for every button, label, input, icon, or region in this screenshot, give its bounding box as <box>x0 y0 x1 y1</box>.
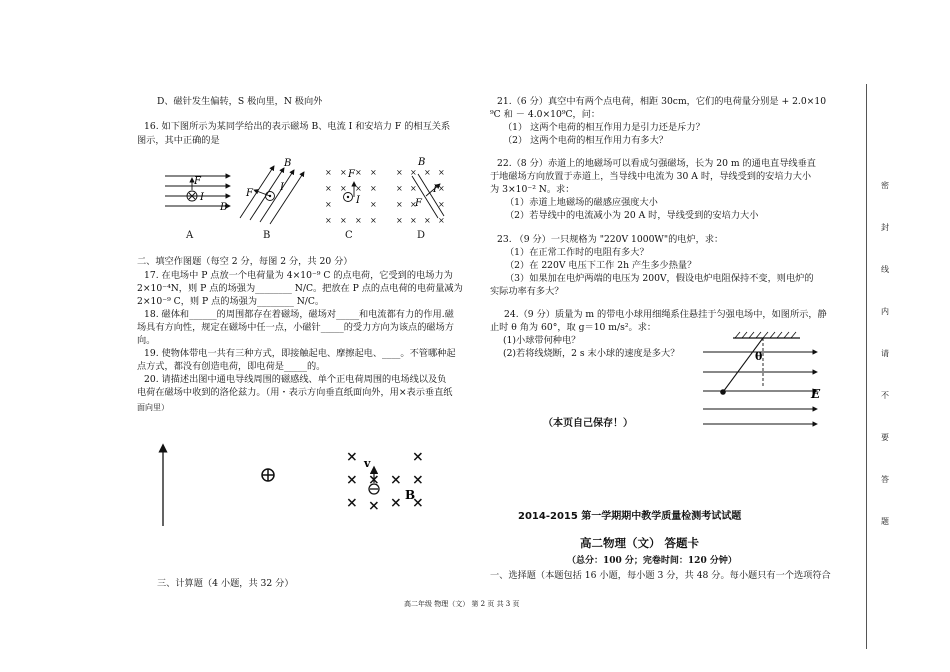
q22-line1: 22.（8 分）赤道上的地磁场可以看成匀强磁场，长为 20 m 的通电直导线垂直 <box>497 158 816 169</box>
svg-text:×: × <box>340 216 347 225</box>
q22-line3: 为 3×10⁻² N。求： <box>490 184 575 195</box>
q16-figures <box>150 152 460 244</box>
svg-text:×: × <box>396 200 403 209</box>
magnetic-field-crosses <box>346 449 424 514</box>
q18-line1: 18. 磁体和______的周围都存在着磁场，磁场对_____和电流都有力的作用.磁 <box>144 309 454 320</box>
q23-line1: 23. （9 分）一只规格为 "220V 1000W"的电炉，求： <box>497 234 724 245</box>
svg-text:×: × <box>325 216 332 225</box>
svg-text:×: × <box>438 184 445 193</box>
q23-sub2: （2）在 220V 电压下工作 2h 产生多少热量？ <box>505 260 697 271</box>
svg-text:×: × <box>346 449 358 465</box>
svg-text:×: × <box>370 216 377 225</box>
q17-line1: 17. 在电场中 P 点放一个电荷量为 4×10⁻⁹ C 的点电荷，它受到的电场力为 <box>144 270 453 281</box>
q24-sub1: (1)小球带何种电？ <box>503 335 581 346</box>
svg-text:×: × <box>370 168 377 177</box>
seal-char: 请 <box>881 349 889 358</box>
q16-option-c: C <box>345 230 353 241</box>
q16-a-label-f: F <box>194 176 201 187</box>
svg-text:×: × <box>346 495 358 511</box>
q21-line2: ⁹C 和 － 4.0×10⁹C，问： <box>490 109 601 120</box>
q16-c-label-i: I <box>356 195 360 206</box>
q24-line1: 24.（9 分）质量为 m 的带电小球用细绳系住悬挂于匀强电场中，如图所示，静 <box>504 309 827 320</box>
svg-text:×: × <box>370 184 377 193</box>
exam-title: 2014-2015 第一学期期中教学质量检测考试试题 <box>518 511 742 522</box>
q16-b-label-b: B <box>284 158 292 169</box>
field-label-e: E <box>811 387 821 401</box>
q21-sub2: （2） 这两个电荷的相互作用力有多大？ <box>503 135 668 146</box>
q16-b-label-i: I <box>280 182 284 193</box>
svg-text:×: × <box>355 216 362 225</box>
svg-text:×: × <box>325 200 332 209</box>
svg-text:×: × <box>346 472 358 488</box>
svg-text:×: × <box>410 184 417 193</box>
q17-line3: 2×10⁻⁹ C，则 P 点的场强为________ N/C。 <box>137 296 325 307</box>
q24-sub2: (2)若将线烧断，2 s 末小球的速度是多大？ <box>503 348 680 359</box>
section3-title: 三、计算题（4 小题，共 32 分） <box>157 578 294 589</box>
q16-option-a: A <box>186 230 194 241</box>
seal-char: 不 <box>881 391 889 400</box>
q16-stem-line1: 16. 如下图所示为某同学给出的表示磁场 B、电流 I 和安培力 F 的相互关系 <box>144 121 451 132</box>
q18-line2: 场具有方向性，规定在磁场中任一点，小磁针_____的受力方向为该点的磁场方 <box>137 322 454 333</box>
binding-line <box>866 84 867 649</box>
svg-text:×: × <box>325 184 332 193</box>
seal-char: 答 <box>881 475 889 484</box>
svg-text:×: × <box>390 495 402 511</box>
svg-text:×: × <box>368 472 380 488</box>
seal-char: 线 <box>881 265 889 274</box>
field-label-b: B <box>405 488 416 502</box>
svg-text:×: × <box>340 168 347 177</box>
q16-d-label-b: B <box>418 157 426 168</box>
svg-text:×: × <box>325 168 332 177</box>
q20-line2: 电荷在磁场中收到的洛伦兹力。（用・表示方向垂直纸面向外，用×表示垂直纸 <box>137 387 453 398</box>
q22-sub2: （2）若导线中的电流减小为 20 A 时，导线受到的安培力大小 <box>505 210 759 221</box>
q23-sub1: （1）在正常工作时的电阻有多大？ <box>505 247 649 258</box>
q16-c-label-f: F <box>348 169 355 180</box>
svg-text:×: × <box>424 216 431 225</box>
q16-option-b: B <box>263 230 271 241</box>
svg-text:×: × <box>438 200 445 209</box>
q18-line3: 向。 <box>137 335 156 346</box>
svg-text:×: × <box>410 200 417 209</box>
q23-sub3: （3）如果加在电炉两端的电压为 200V，假设电炉电阻保持不变，则电炉的 <box>505 273 814 284</box>
svg-text:×: × <box>355 168 362 177</box>
svg-text:×: × <box>396 216 403 225</box>
q20-line1: 20. 请描述出图中通电导线周围的磁感线、单个正电荷周围的电场线以及负 <box>144 374 447 385</box>
svg-text:×: × <box>396 168 403 177</box>
q22-sub1: （1）赤道上地磁场的磁感应强度大小 <box>505 197 658 208</box>
svg-text:×: × <box>410 168 417 177</box>
svg-text:×: × <box>412 472 424 488</box>
subject-title: 高二物理（文） 答题卡 <box>580 536 700 550</box>
save-note: （本页自己保存！） <box>543 418 633 429</box>
seal-char: 封 <box>881 223 889 232</box>
positive-charge-icon <box>262 469 274 481</box>
seal-char: 题 <box>881 517 889 526</box>
section2-title: 二、填空作图题（每空 2 分，每图 2 分，共 20 分） <box>137 256 353 267</box>
svg-text:×: × <box>412 449 424 465</box>
q21-sub1: （1） 这两个电荷的相互作用力是引力还是斥力？ <box>503 122 705 133</box>
svg-text:×: × <box>424 168 431 177</box>
seal-char: 要 <box>881 433 889 442</box>
q16-stem-line2: 图示，其中正确的是 <box>137 135 220 146</box>
q20-figures <box>150 440 450 532</box>
seal-char: 密 <box>881 181 889 190</box>
svg-text:×: × <box>396 184 403 193</box>
svg-text:×: × <box>340 184 347 193</box>
svg-text:×: × <box>355 184 362 193</box>
svg-text:×: × <box>368 498 380 514</box>
q16-option-d-label: D <box>417 230 426 241</box>
section1-instruction: 一、选择题（本题包括 16 小题，每小题 3 分，共 48 分。每小题只有一个选项符合 <box>490 570 831 581</box>
theta-label: θ <box>755 350 763 363</box>
svg-text:×: × <box>412 495 424 511</box>
svg-text:×: × <box>438 168 445 177</box>
velocity-label: v <box>364 457 371 470</box>
q16-b-label-f: F <box>246 188 253 199</box>
score-time-line: （总分：100 分；完卷时间：120 分钟） <box>567 556 737 566</box>
q24-line2: 止时 θ 角为 60°，取 g＝10 m/s²。求： <box>490 322 657 333</box>
q21-line1: 21.（6 分）真空中有两个点电荷，相距 30cm，它们的电荷量分别是 + 2.0×10 <box>497 96 827 107</box>
q23-sub4: 实际功率有多大？ <box>490 286 564 297</box>
q22-line2: 于地磁场方向放置于赤道上，当导线中电流为 30 A 时，导线受到的安培力大小 <box>490 171 812 182</box>
q24-figure <box>695 328 830 428</box>
svg-text:×: × <box>410 216 417 225</box>
svg-text:×: × <box>390 472 402 488</box>
page-footer: 高二年级 物理（文） 第 2 页 共 3 页 <box>404 600 520 608</box>
svg-text:×: × <box>438 216 445 225</box>
svg-text:×: × <box>370 200 377 209</box>
q15-option-d: D、磁针发生偏转，S 极向里，N 极向外 <box>157 96 323 107</box>
q16-d-label-i: I <box>433 184 437 195</box>
q16-a-label-b: B <box>220 202 228 213</box>
q16-a-label-i: I <box>200 192 204 203</box>
q20-line3: 面向里） <box>137 403 169 412</box>
seal-char: 内 <box>881 307 889 316</box>
q16-d-label-f: F <box>415 198 422 209</box>
q17-line2: 2×10⁻⁴N，则 P 点的场强为________ N/C。把放在 P 点的点电荷的电荷量减为 <box>137 283 463 294</box>
q19-line2: 点方式，都没有创造电荷，即电荷是_____的。 <box>137 361 326 372</box>
q19-line1: 19. 使物体带电一共有三种方式，即接触起电、摩擦起电、____。不管哪种起 <box>144 348 456 359</box>
